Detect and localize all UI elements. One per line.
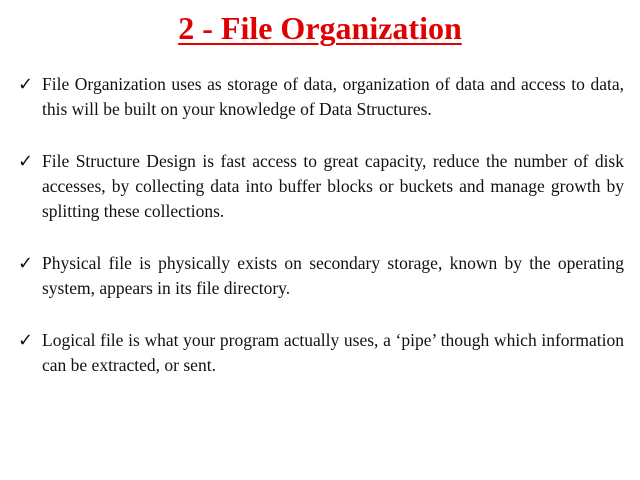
checkmark-icon: ✓ <box>18 74 34 95</box>
bullet-item <box>18 328 624 378</box>
checkmark-icon: ✓ <box>18 253 34 274</box>
slide-title: 2 - File Organization <box>178 10 462 46</box>
bullet-text: Logical file is what your program actually uses, a ‘pipe’ though which information can be extracted, or sent. <box>42 330 624 375</box>
bullet-text: File Organization uses as storage of data, organization of data and access to data, this will be built on your knowledge of Data Structures. <box>42 74 624 119</box>
bullet-item <box>18 251 624 301</box>
bullet-text: File Structure Design is fast access to great capacity, reduce the number of disk accesses, by collecting data into buffer blocks or buckets and manage growth by splitting these collections. <box>42 151 624 221</box>
checkmark-icon: ✓ <box>18 330 34 351</box>
bullet-item <box>18 149 624 224</box>
bullet-list <box>18 72 624 405</box>
checkmark-icon: ✓ <box>18 151 34 172</box>
bullet-text: Physical file is physically exists on secondary storage, known by the operating system, appears in its file directory. <box>42 253 624 298</box>
bullet-item <box>18 72 624 122</box>
